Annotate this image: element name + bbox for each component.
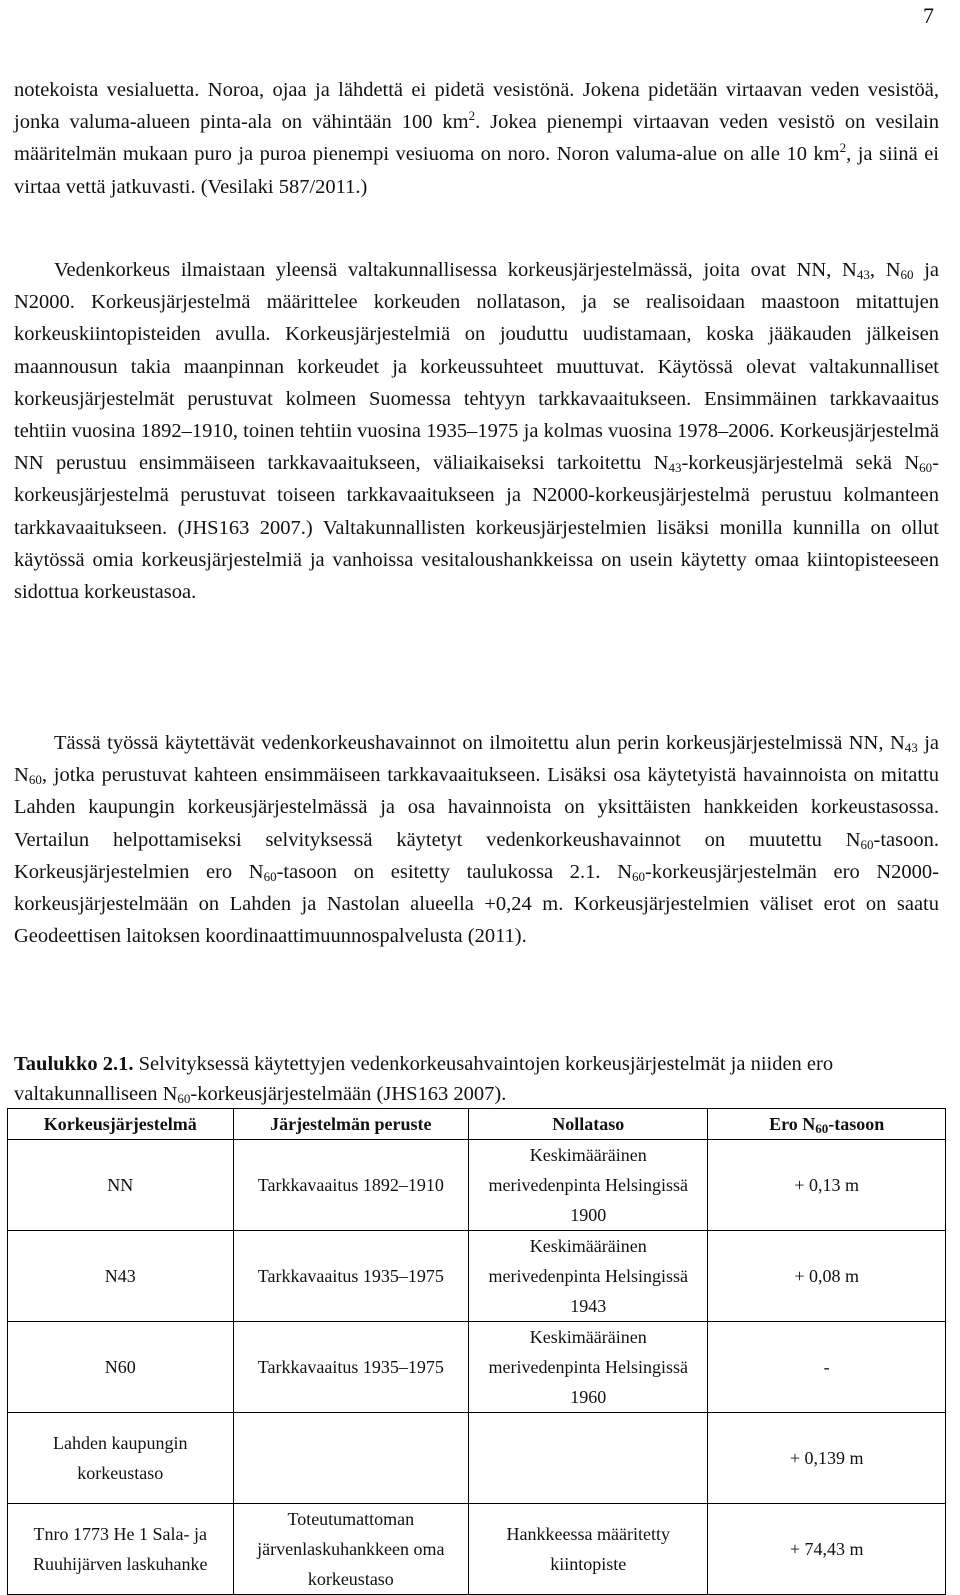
page-number: 7: [923, 3, 934, 28]
cell-system: NN: [8, 1140, 234, 1231]
header-system: Korkeusjärjestelmä: [8, 1109, 234, 1140]
cell-system: Tnro 1773 He 1 Sala- ja Ruuhijärven laskuhanke: [8, 1504, 234, 1595]
cell-difference: + 0,08 m: [708, 1231, 946, 1322]
cell-difference: + 74,43 m: [708, 1504, 946, 1595]
table-row: [8, 1413, 946, 1504]
cell-difference: + 0,139 m: [708, 1413, 946, 1504]
cell-difference: -: [708, 1322, 946, 1413]
cell-difference: + 0,13 m: [708, 1140, 946, 1231]
table-row: [8, 1231, 946, 1322]
table-caption-label: Taulukko 2.1.: [14, 1053, 134, 1075]
header-difference: Ero $N_{60}$-tasoon: [708, 1109, 946, 1140]
table-row: [8, 1322, 946, 1413]
table-header-row: [8, 1109, 946, 1140]
table-row: [8, 1504, 946, 1595]
cell-zero-level: [469, 1413, 708, 1504]
cell-zero-level: Keskimääräinen merivedenpinta Helsingissä 1960: [469, 1322, 708, 1413]
cell-basis: Tarkkavaaitus 1892–1910: [233, 1140, 469, 1231]
table-row: [8, 1140, 946, 1231]
cell-zero-level: Keskimääräinen merivedenpinta Helsingissä 1943: [469, 1231, 708, 1322]
cell-system: N43: [8, 1231, 234, 1322]
cell-basis: Toteutumattoman järvenlaskuhankkeen oma korkeustaso: [233, 1504, 469, 1595]
cell-basis: Tarkkavaaitus 1935–1975: [233, 1231, 469, 1322]
cell-system: Lahden kaupungin korkeustaso: [8, 1413, 234, 1504]
cell-zero-level: Keskimääräinen merivedenpinta Helsingissä 1900: [469, 1140, 708, 1231]
paragraph-3: Tässä työssä käytettävät vedenkorkeushavainnot on ilmoitettu alun perin korkeusjärjestelmissä NN, $N_{43}$ ja $N_{60}$, jotka perustuvat kahteen ensimmäiseen tarkkavaaitukseen. Lisäksi osa käytetyistä havainnoista on mitattu Lahden kaupungin korkeusjärjestelmässä ja osa havainnoista on yksittäisten hankkeiden korkeustasossa. Vertailun helpottamiseksi selvityksessä käytetyt vedenkorkeushavainnot on muutettu $N_{60}$-tasoon. Korkeusjärjestelmien ero $N_{60}$-tasoon on esitetty taulukossa 2.1. $N_{60}$-korkeusjärjestelmän ero N2000-korkeusjärjestelmään on Lahden ja Nastolan alueella +0,24 m. Korkeusjärjestelmien väliset erot on saatu Geodeettisen laitoksen koordinaattimuunnospalvelusta (2011).: [14, 732, 940, 948]
paragraph-1: notekoista vesialuetta. Noroa, ojaa ja lähdettä ei pidetä vesistönä. Jokena pidetään virtaavan veden vesistöä, jonka valuma-alueen pinta-ala on vähintään 100 $km^2$. Jokea pienempi virtaavan veden vesistö on vesilain määritelmän mukaan puro ja puroa pienempi vesiuoma on noro. Noron valuma-alue on alle 10 $km^2$, ja siinä ei virtaa vettä jatkuvasti. (Vesilaki 587/2011.): [14, 79, 939, 198]
cell-basis: [233, 1413, 469, 1504]
cell-zero-level: Hankkeessa määritetty kiintopiste: [469, 1504, 708, 1595]
height-systems-table: [7, 1108, 946, 1595]
cell-basis: Tarkkavaaitus 1935–1975: [233, 1322, 469, 1413]
header-zero-level: Nollataso: [469, 1109, 708, 1140]
paragraph-2: Vedenkorkeus ilmaistaan yleensä valtakunnallisessa korkeusjärjestelmässä, joita ovat NN, $N_{43}$, $N_{60}$ ja N2000. Korkeusjärjestelmä määrittelee korkeuden nollatason, ja se realisoidaan maastoon mitattujen korkeuskiintopisteiden avulla. Korkeusjärjestelmiä on jouduttu uudistamaan, koska jääkauden jälkeisen maannousun takia maanpinnan korkeudet ja korkeussuhteet muuttuvat. Käytössä olevat valtakunnalliset korkeusjärjestelmät perustuvat kolmeen Suomessa tehtyyn tarkkavaaitukseen. Ensimmäinen tarkkavaaitus tehtiin vuosina 1892–1910, toinen tehtiin vuosina 1935–1975 ja kolmas vuosina 1978–2006. Korkeusjärjestelmä NN perustuu ensimmäiseen tarkkavaaitukseen, väliaikaiseksi tarkoitettu $N_{43}$-korkeusjärjestelmä sekä $N_{60}$-korkeusjärjestelmä perustuvat toiseen tarkkavaaitukseen ja N2000-korkeusjärjestelmä perustuu kolmanteen tarkkavaaitukseen. (JHS163 2007.) Valtakunnallisten korkeusjärjestelmien lisäksi monilla kunnilla on ollut käytössä omia korkeusjärjestelmiä ja vanhoissa vesitaloushankkeissa on usein käytetty omaa kiintopisteeseen sidottua korkeustasoa.: [14, 259, 940, 604]
table-caption: Taulukko 2.1. Selvityksessä käytettyjen vedenkorkeusahvaintojen korkeusjärjestelmät ja niiden ero valtakunnalliseen $N_{60}$-korkeusjärjestelmään (JHS163 2007).: [14, 1053, 834, 1106]
cell-system: N60: [8, 1322, 234, 1413]
header-basis: Järjestelmän peruste: [233, 1109, 469, 1140]
